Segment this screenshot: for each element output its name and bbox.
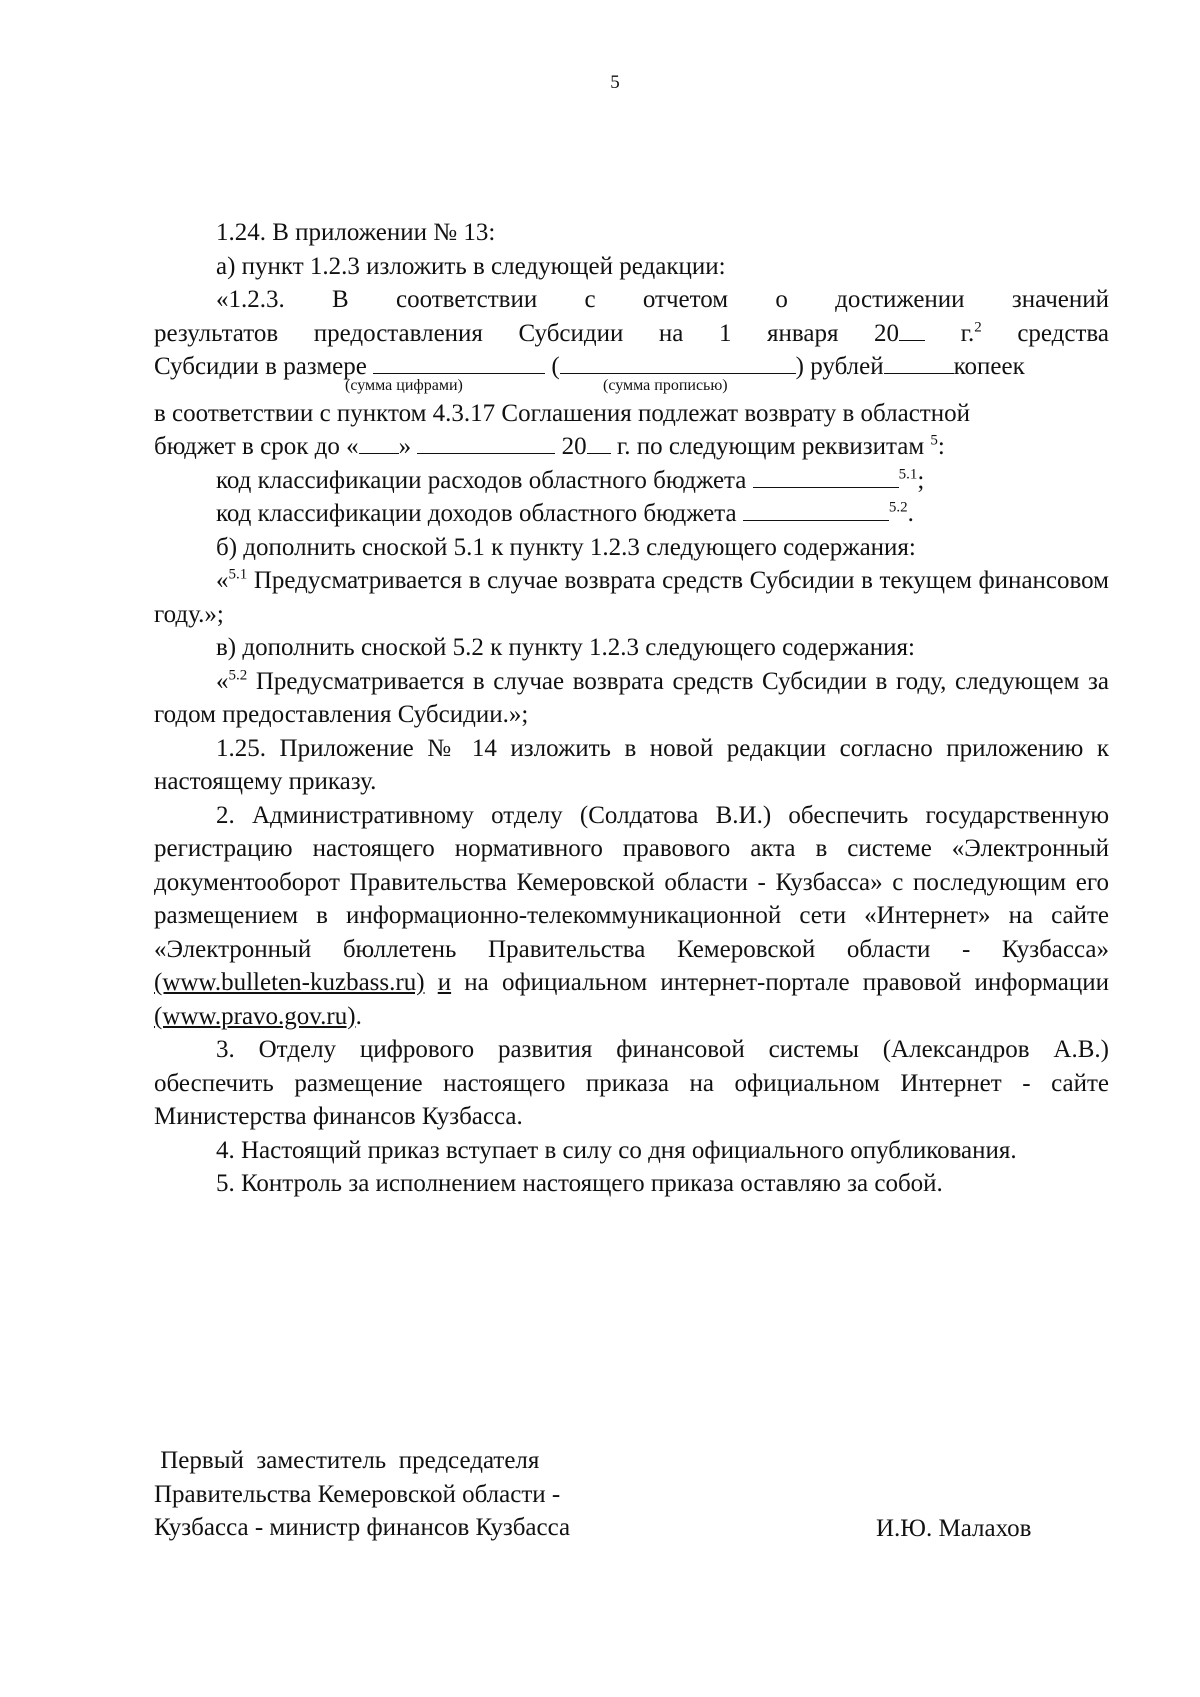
blank-month	[417, 431, 555, 454]
quote-line-4: в соответствии с пунктом 4.3.17 Соглашения подлежат возврату в областной	[154, 399, 970, 427]
footnote-5-1-text: «$^{5.1}$ Предусматривается в случае возврата средств Субсидии в текущем финансовом году.»;	[154, 566, 1109, 628]
footnote-ref-2: 2	[974, 319, 982, 336]
blank-kopecks	[884, 351, 954, 374]
paragraph-1-25: 1.25. Приложение № 14 изложить в новой редакции согласно приложению к настоящему приказу.	[154, 734, 1109, 795]
caption-sum-words: (сумма прописью)	[603, 376, 728, 394]
paragraph-v: в) дополнить сноской 5.2 к пункту 1.2.3 следующего содержания:	[216, 634, 915, 661]
paragraph-a: а) пункт 1.2.3 изложить в следующей редакции:	[216, 252, 726, 280]
quote-line-1: «1.2.3. В соответствии с отчетом о достижении значений	[216, 286, 1109, 313]
blank-year-2	[587, 431, 611, 454]
signature-position-line-2: Правительства Кемеровской области -	[154, 1480, 561, 1508]
blank-code-expense	[753, 465, 899, 488]
blank-captions	[154, 378, 1109, 397]
quote-line-3: Субсидии в размере ( ) рублей копеек	[154, 353, 1025, 380]
blank-day	[359, 431, 399, 454]
link-pravo-gov[interactable]: (www.pravo.gov.ru)	[154, 1002, 356, 1030]
code-income-line: код классификации доходов областного бюджета $^{5.2}$.	[216, 499, 914, 527]
paragraph-4: 4. Настоящий приказ вступает в силу со дня официального опубликования.	[216, 1136, 1017, 1164]
quote-line-5: бюджет в срок до « » 20 г. по следующим реквизитам $^5$:	[154, 432, 945, 460]
quote-line-2: результатов предоставления Субсидии на 1 января 20 г.$^2$ средства	[154, 319, 1109, 347]
footnote-ref-5: 5	[930, 432, 938, 449]
link-conjunction: и	[437, 969, 452, 996]
code-expense-line: код классификации расходов областного бюджета $^{5.1}$;	[216, 466, 925, 494]
link-bulleten-kuzbass[interactable]: (www.bulleten-kuzbass.ru)	[154, 969, 425, 996]
paragraph-1-24: 1.24. В приложении № 13:	[216, 219, 496, 246]
signatory-name: И.Ю. Малахов	[876, 1515, 1032, 1542]
footnote-5-2-text: «$^{5.2}$ Предусматривается в случае возврата средств Субсидии в году, следующем за годом предоставления Субсидии.»;	[154, 667, 1109, 728]
paragraph-b: б) дополнить сноской 5.1 к пункту 1.2.3 следующего содержания:	[216, 533, 916, 561]
blank-sum-digits	[373, 351, 545, 374]
caption-sum-digits: (сумма цифрами)	[345, 376, 463, 394]
paragraph-2: 2. Административному отделу (Солдатова В.И.) обеспечить государственную регистрацию настоящего нормативного правового акта в системе «Электронный документооборот Правительства Кемеровской области - Кузбасса» с последующим его размещением в информационно-телекоммуникационной сети «Интернет» на сайте «Электронный бюллетень Правительства Кемеровской области - Кузбасса» (www.bulleten-kuzbass.ru) и на официальном интернет-портале правовой информации (www.pravo.gov.ru).	[154, 801, 1110, 1030]
paragraph-3: 3. Отделу цифрового развития финансовой системы (Александров А.В.) обеспечить размещение настоящего приказа на официальном Интернет - сайте Министерства финансов Кузбасса.	[154, 1036, 1109, 1130]
signature-position-line-1: Первый заместитель председателя	[154, 1447, 540, 1474]
page-number: 5	[610, 72, 620, 93]
signature-position-line-3: Кузбасса - министр финансов Кузбасса	[154, 1514, 571, 1541]
paragraph-5: 5. Контроль за исполнением настоящего приказа оставляю за собой.	[216, 1170, 943, 1197]
document-body	[154, 216, 1109, 1201]
blank-sum-words	[560, 351, 796, 374]
blank-year-1	[899, 318, 925, 341]
blank-code-income	[743, 498, 889, 521]
